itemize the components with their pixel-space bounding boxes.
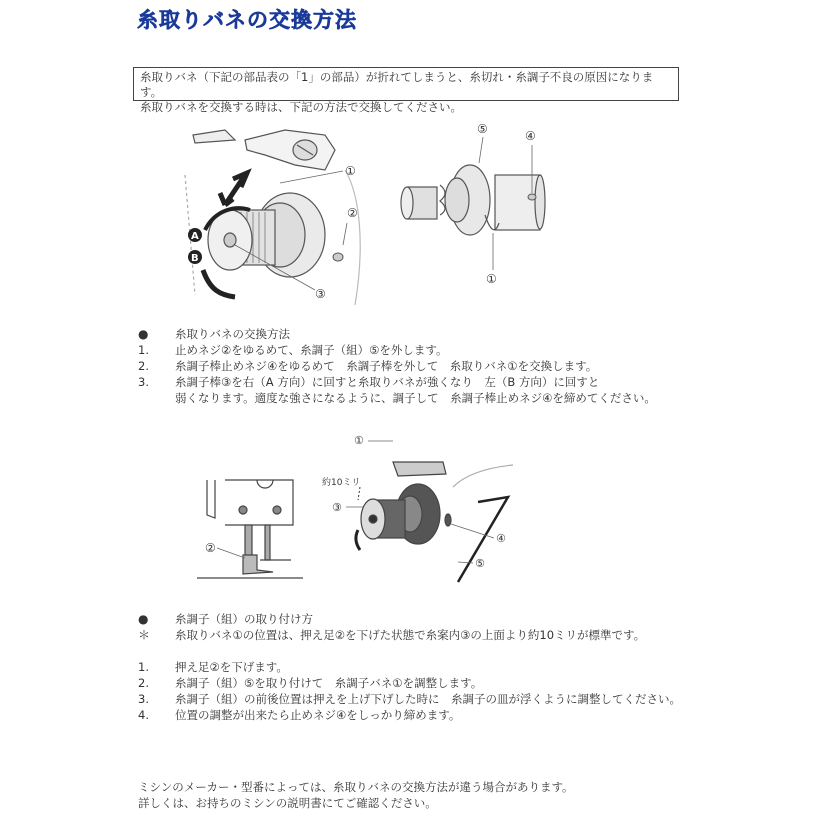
asterisk-icon: ＊ <box>138 628 151 642</box>
bullet-icon: ● <box>138 612 149 626</box>
step-3: 3. 糸調子（組）の前後位置は押えを上げ下げした時に 糸調子の皿が浮くように調整してください。 <box>138 692 681 706</box>
notice-box <box>133 67 679 114</box>
part-label-4: ④ <box>525 129 536 143</box>
arrow-label-a: A <box>191 231 199 242</box>
step-4: 4. 位置の調整が出来たら止めネジ④をしっかり締めます。 <box>138 708 461 722</box>
step-1: 1. 止めネジ②をゆるめて、糸調子（組）⑤を外します。 <box>138 343 448 357</box>
part-label-1: ① <box>345 164 356 178</box>
notice-line-2: 糸取りバネを交換する時は、下記の方法で交換してください。 <box>140 100 462 114</box>
footer-note <box>138 779 574 811</box>
step-3: 3. 糸調子棒③を右（A 方向）に回すと糸取りバネが強くなり 左（B 方向）に回すと <box>138 375 600 389</box>
arrow-label-b: B <box>191 253 199 264</box>
bullet-icon: ● <box>138 327 149 341</box>
step-1: 1. 押え足②を下げます。 <box>138 660 288 674</box>
footer-line-2: 詳しくは、お持ちのミシンの説明書にてご確認ください。 <box>138 796 437 810</box>
section-heading: 糸取りバネの交換方法 <box>175 327 290 341</box>
step-3-continued: 弱くなります。適度な強さになるように、調子して 糸調子棒止めネジ④を締めてください。 <box>175 391 656 405</box>
notice-line-1: 糸取りバネ（下記の部品表の「1」の部品）が折れてしまうと、糸切れ・糸調子不良の原因になります。 <box>140 70 654 99</box>
measure-label: 約10ミリ <box>322 478 361 488</box>
part-label-1b: ① <box>486 272 497 286</box>
part-label-2: ② <box>347 206 358 220</box>
note: ＊ 糸取りバネ①の位置は、押え足②を下げた状態で糸案内③の上面より約10ミリが標準です。 <box>138 628 646 642</box>
section-heading: 糸調子（組）の取り付け方 <box>175 612 313 626</box>
part-label-3c: ③ <box>332 501 342 514</box>
part-label-5c: ⑤ <box>475 557 485 570</box>
step-2: 2. 糸調子棒止めネジ④をゆるめて 糸調子棒を外して 糸取りバネ①を交換します。 <box>138 359 598 373</box>
part-label-2c: ② <box>205 541 216 555</box>
part-label-5: ⑤ <box>477 122 488 136</box>
part-label-3: ③ <box>315 287 326 301</box>
footer-line-1: ミシンのメーカー・型番によっては、糸取りバネの交換方法が違う場合があります。 <box>138 780 574 794</box>
part-label-1c: ① <box>354 434 364 447</box>
section-tension-install <box>138 611 681 723</box>
section-spring-replacement <box>138 326 656 406</box>
figure-tension-assembly-mounted <box>175 115 375 315</box>
part-label-4c: ④ <box>496 532 506 545</box>
page-title: 糸取りバネの交換方法 <box>137 8 357 32</box>
figure-installed-assembly <box>318 432 528 592</box>
figure-presser-foot <box>195 470 305 585</box>
step-2: 2. 糸調子（組）⑤を取り付けて 糸調子バネ①を調整します。 <box>138 676 483 690</box>
figure-tension-assembly-detached <box>395 115 565 295</box>
